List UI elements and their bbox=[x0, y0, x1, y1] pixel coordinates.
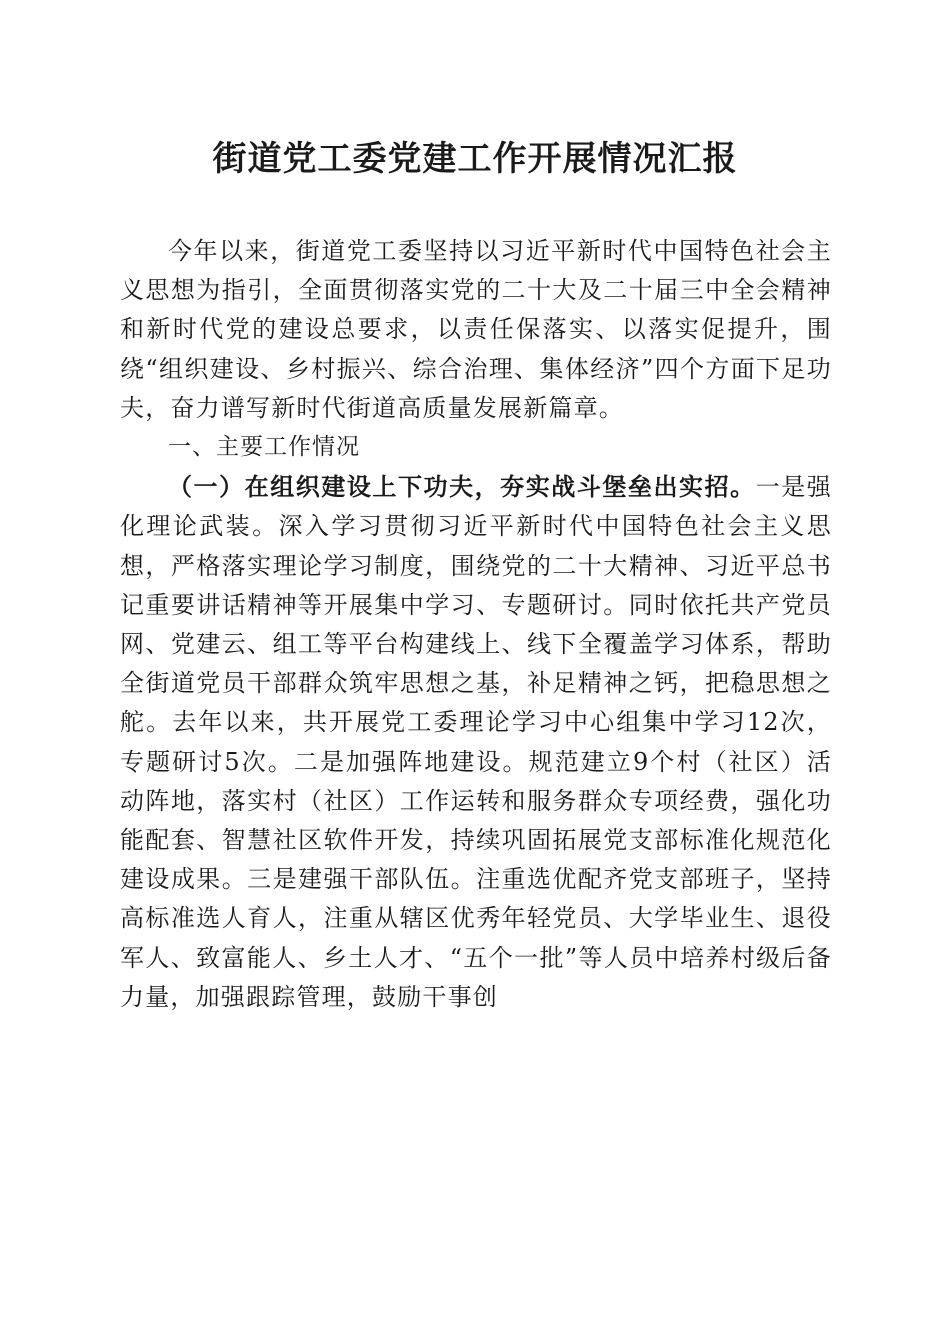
intro-paragraph: 今年以来，街道党工委坚持以习近平新时代中国特色社会主义思想为指引，全面贯彻落实党的二十大及二十届三中全会精神和新时代党的建设总要求，以责任保落实、以落实促提升，围绕“组织建设、乡村振兴、综合治理、集体经济”四个方面下足功夫，奋力谱写新时代街道高质量发展新篇章。 bbox=[120, 237, 832, 422]
document-body bbox=[120, 232, 832, 1017]
subsection-heading-organization: （一）在组织建设上下功夫，夯实战斗堡垒出实招。 bbox=[168, 472, 756, 502]
document-title: 街道党工委党建工作开展情况汇报 bbox=[212, 139, 738, 179]
subsection-body-organization: 一是强化理论武装。深入学习贯彻习近平新时代中国特色社会主义思想，严格落实理论学习制度，围绕党的二十大精神、习近平总书记重要讲话精神等开展集中学习、专题研讨。同时依托共产党员网、党建云、组工等平台构建线上、线下全覆盖学习体系，帮助全街道党员干部群众筑牢思想之基，补足精神之钙，把稳思想之舵。去年以来，共开展党工委理论学习中心组集中学习12次，专题研讨5次。二是加强阵地建设。规范建立9个村（社区）活动阵地，落实村（社区）工作运转和服务群众专项经费，强化功能配套、智慧社区软件开发，持续巩固拓展党支部标准化规范化建设成果。三是建强干部队伍。注重选优配齐党支部班子，坚持高标准选人育人，注重从辖区优秀年轻党员、大学毕业生、退役军人、致富能人、乡土人才、“五个一批”等人员中培养村级后备力量，加强跟踪管理，鼓励干事创 bbox=[120, 473, 832, 1011]
section-heading-main-work: 一、主要工作情况 bbox=[168, 434, 360, 461]
subsection-paragraph-organization bbox=[120, 467, 832, 1017]
